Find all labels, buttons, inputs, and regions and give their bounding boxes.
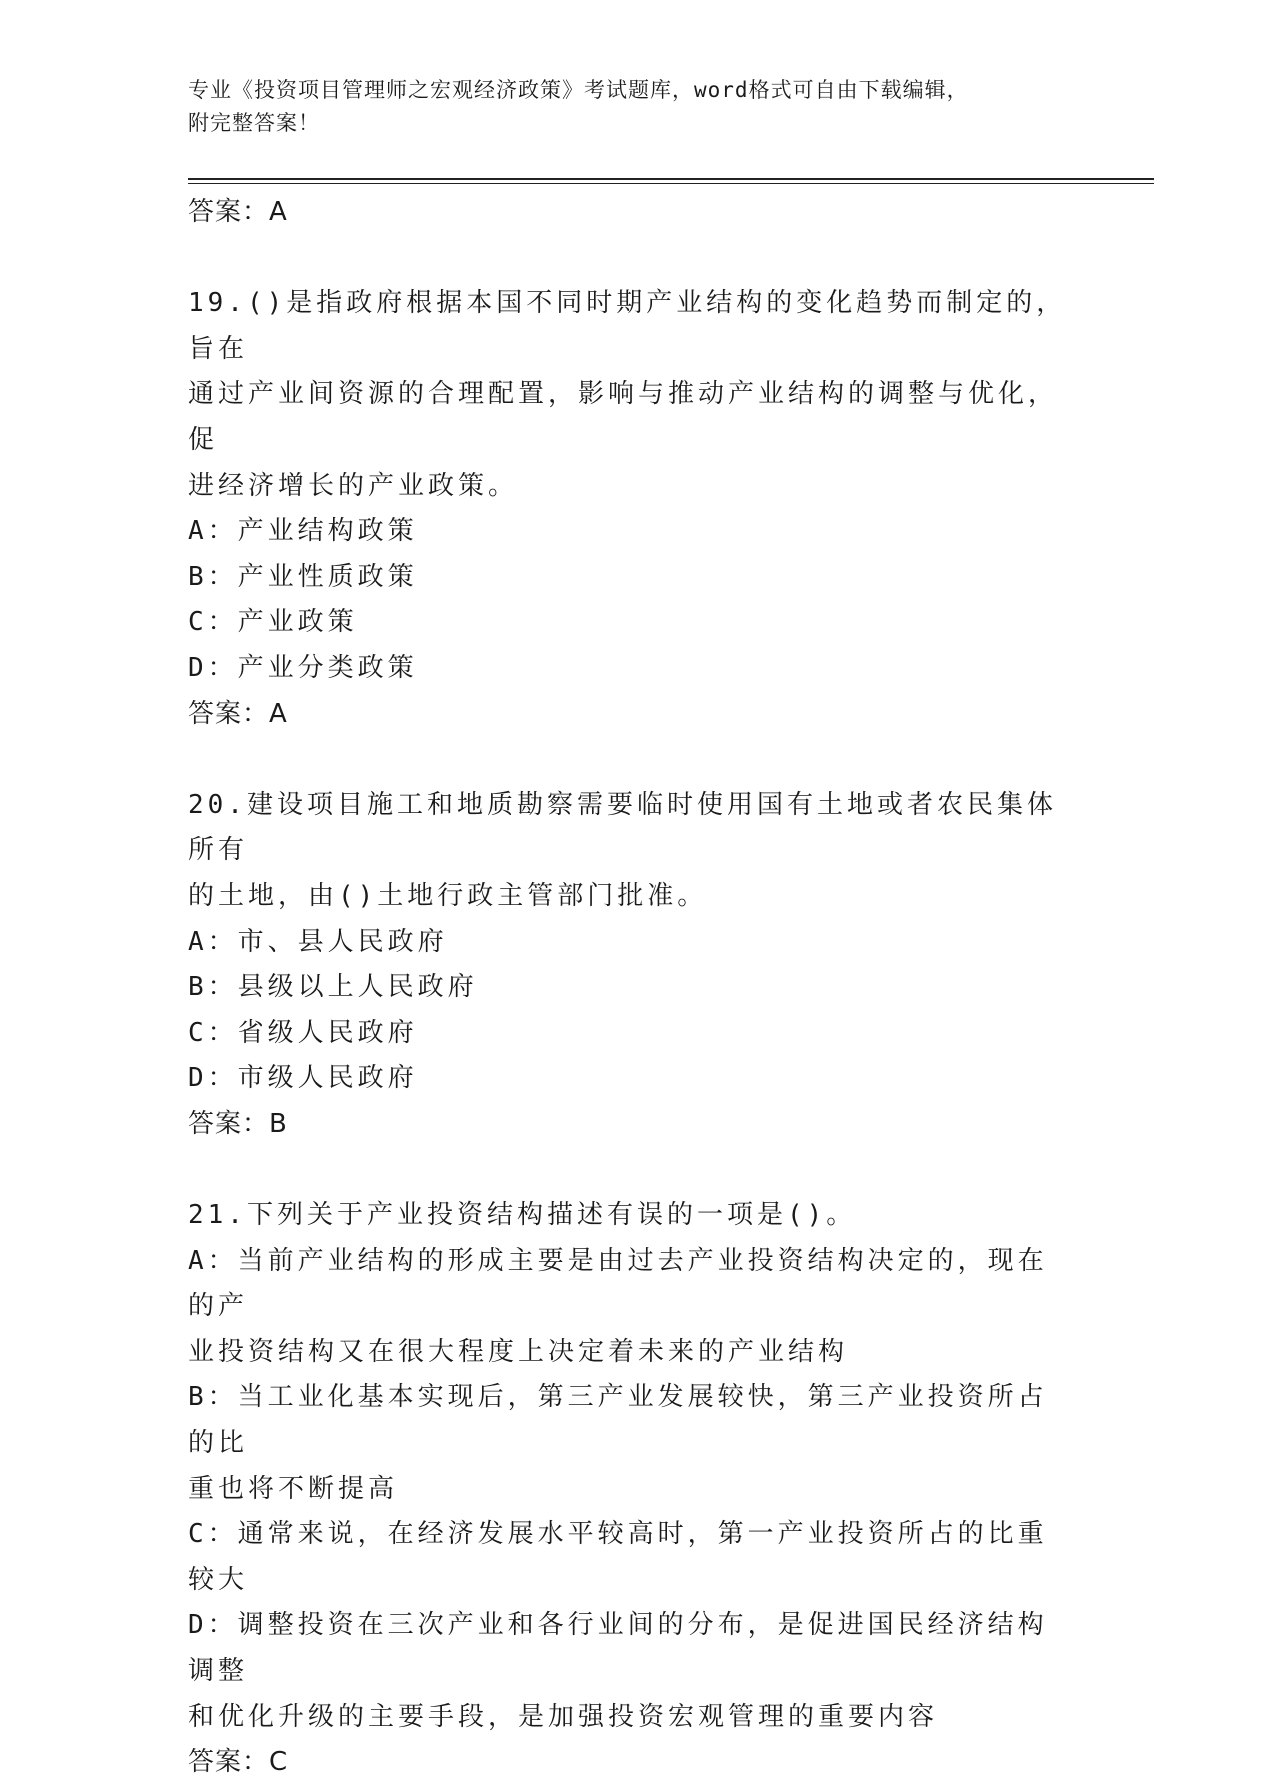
option-c: C：通常来说，在经济发展水平较高时，第一产业投资所占的比重较大 xyxy=(188,1519,1048,1595)
option-d: D：调整投资在三次产业和各行业间的分布，是促进国民经济结构调整 xyxy=(188,1610,1048,1686)
answer-line: 答案：B xyxy=(188,1108,288,1139)
answer-line: 答案：A xyxy=(188,698,288,729)
option-b: B：产业性质政策 xyxy=(188,561,418,592)
header-divider-thin xyxy=(188,183,1154,184)
option-a: A：当前产业结构的形成主要是由过去产业投资结构决定的，现在的产 xyxy=(188,1245,1048,1322)
option-a: A：市、县人民政府 xyxy=(188,926,448,957)
question-21 xyxy=(188,1193,1073,1786)
question-stem-line: 21.下列关于产业投资结构描述有误的一项是()。 xyxy=(188,1200,857,1231)
header-divider-thick xyxy=(188,178,1154,180)
spacer xyxy=(188,236,1073,282)
option-a: A：产业结构政策 xyxy=(188,516,418,547)
option-d-continued: 和优化升级的主要手段，是加强投资宏观管理的重要内容 xyxy=(188,1701,939,1732)
spacer xyxy=(188,1147,1073,1193)
question-list xyxy=(188,190,1073,1786)
question-19 xyxy=(188,281,1073,737)
question-stem-line: 的土地，由()土地行政主管部门批准。 xyxy=(188,880,708,911)
option-b: B：县级以上人民政府 xyxy=(188,972,478,1003)
spacer xyxy=(188,737,1073,783)
option-b: B：当工业化基本实现后，第三产业发展较快，第三产业投资所占的比 xyxy=(188,1382,1048,1459)
header-line-2: 附完整答案！ xyxy=(188,111,320,135)
option-b-continued: 重也将不断提高 xyxy=(188,1473,399,1504)
answer-line: 答案：C xyxy=(188,1747,289,1778)
option-a-continued: 业投资结构又在很大程度上决定着未来的产业结构 xyxy=(188,1336,849,1367)
question-20 xyxy=(188,783,1073,1148)
header-line-1: 专业《投资项目管理师之宏观经济政策》考试题库，word格式可自由下载编辑， xyxy=(188,78,969,102)
option-d: D：市级人民政府 xyxy=(188,1063,418,1094)
question-stem-line: 通过产业间资源的合理配置，影响与推动产业结构的调整与优化，促 xyxy=(188,379,1059,455)
question-stem-line: 进经济增长的产业政策。 xyxy=(188,470,519,501)
previous-answer: 答案：A xyxy=(188,197,288,227)
question-stem-line: 19.()是指政府根据本国不同时期产业结构的变化趋势而制定的，旨在 xyxy=(188,288,1067,364)
option-c: C：省级人民政府 xyxy=(188,1017,418,1048)
option-d: D：产业分类政策 xyxy=(188,652,418,683)
document-header xyxy=(188,74,1068,140)
option-c: C：产业政策 xyxy=(188,607,358,638)
question-stem-line: 20.建设项目施工和地质勘察需要临时使用国有土地或者农民集体所有 xyxy=(188,789,1057,866)
